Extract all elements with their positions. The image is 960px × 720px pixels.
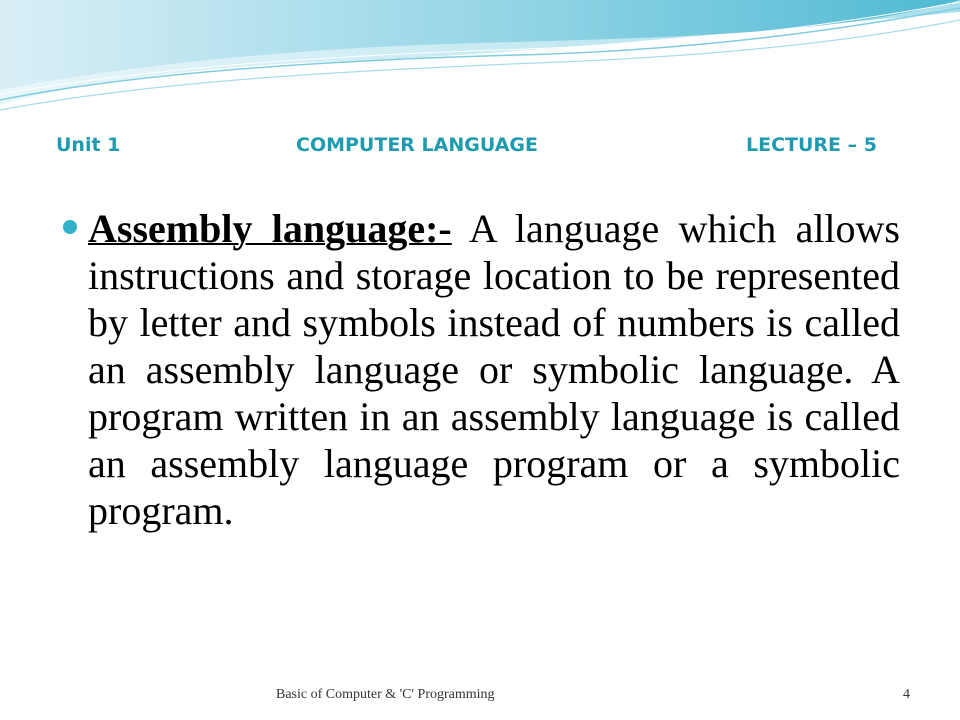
bullet-paragraph bbox=[88, 205, 900, 534]
term-label: Assembly language:- bbox=[88, 206, 452, 251]
heading-lecture: LECTURE – 5 bbox=[746, 134, 877, 156]
decorative-wave-header bbox=[0, 0, 960, 130]
bullet-icon bbox=[63, 220, 77, 234]
slide-heading bbox=[0, 134, 960, 164]
definition-text: A language which allows instructions and storage location to be represented by letter and symbols instead of numbers is called an assembly language or symbolic language. A program written in an assembly language is called an assembly language program or a symbolic program. bbox=[88, 206, 901, 533]
heading-title: COMPUTER LANGUAGE bbox=[296, 134, 538, 156]
footer-page-number: 4 bbox=[903, 687, 910, 702]
heading-unit: Unit 1 bbox=[56, 134, 121, 156]
footer-course-title: Basic of Computer & 'C' Programming bbox=[276, 687, 495, 702]
